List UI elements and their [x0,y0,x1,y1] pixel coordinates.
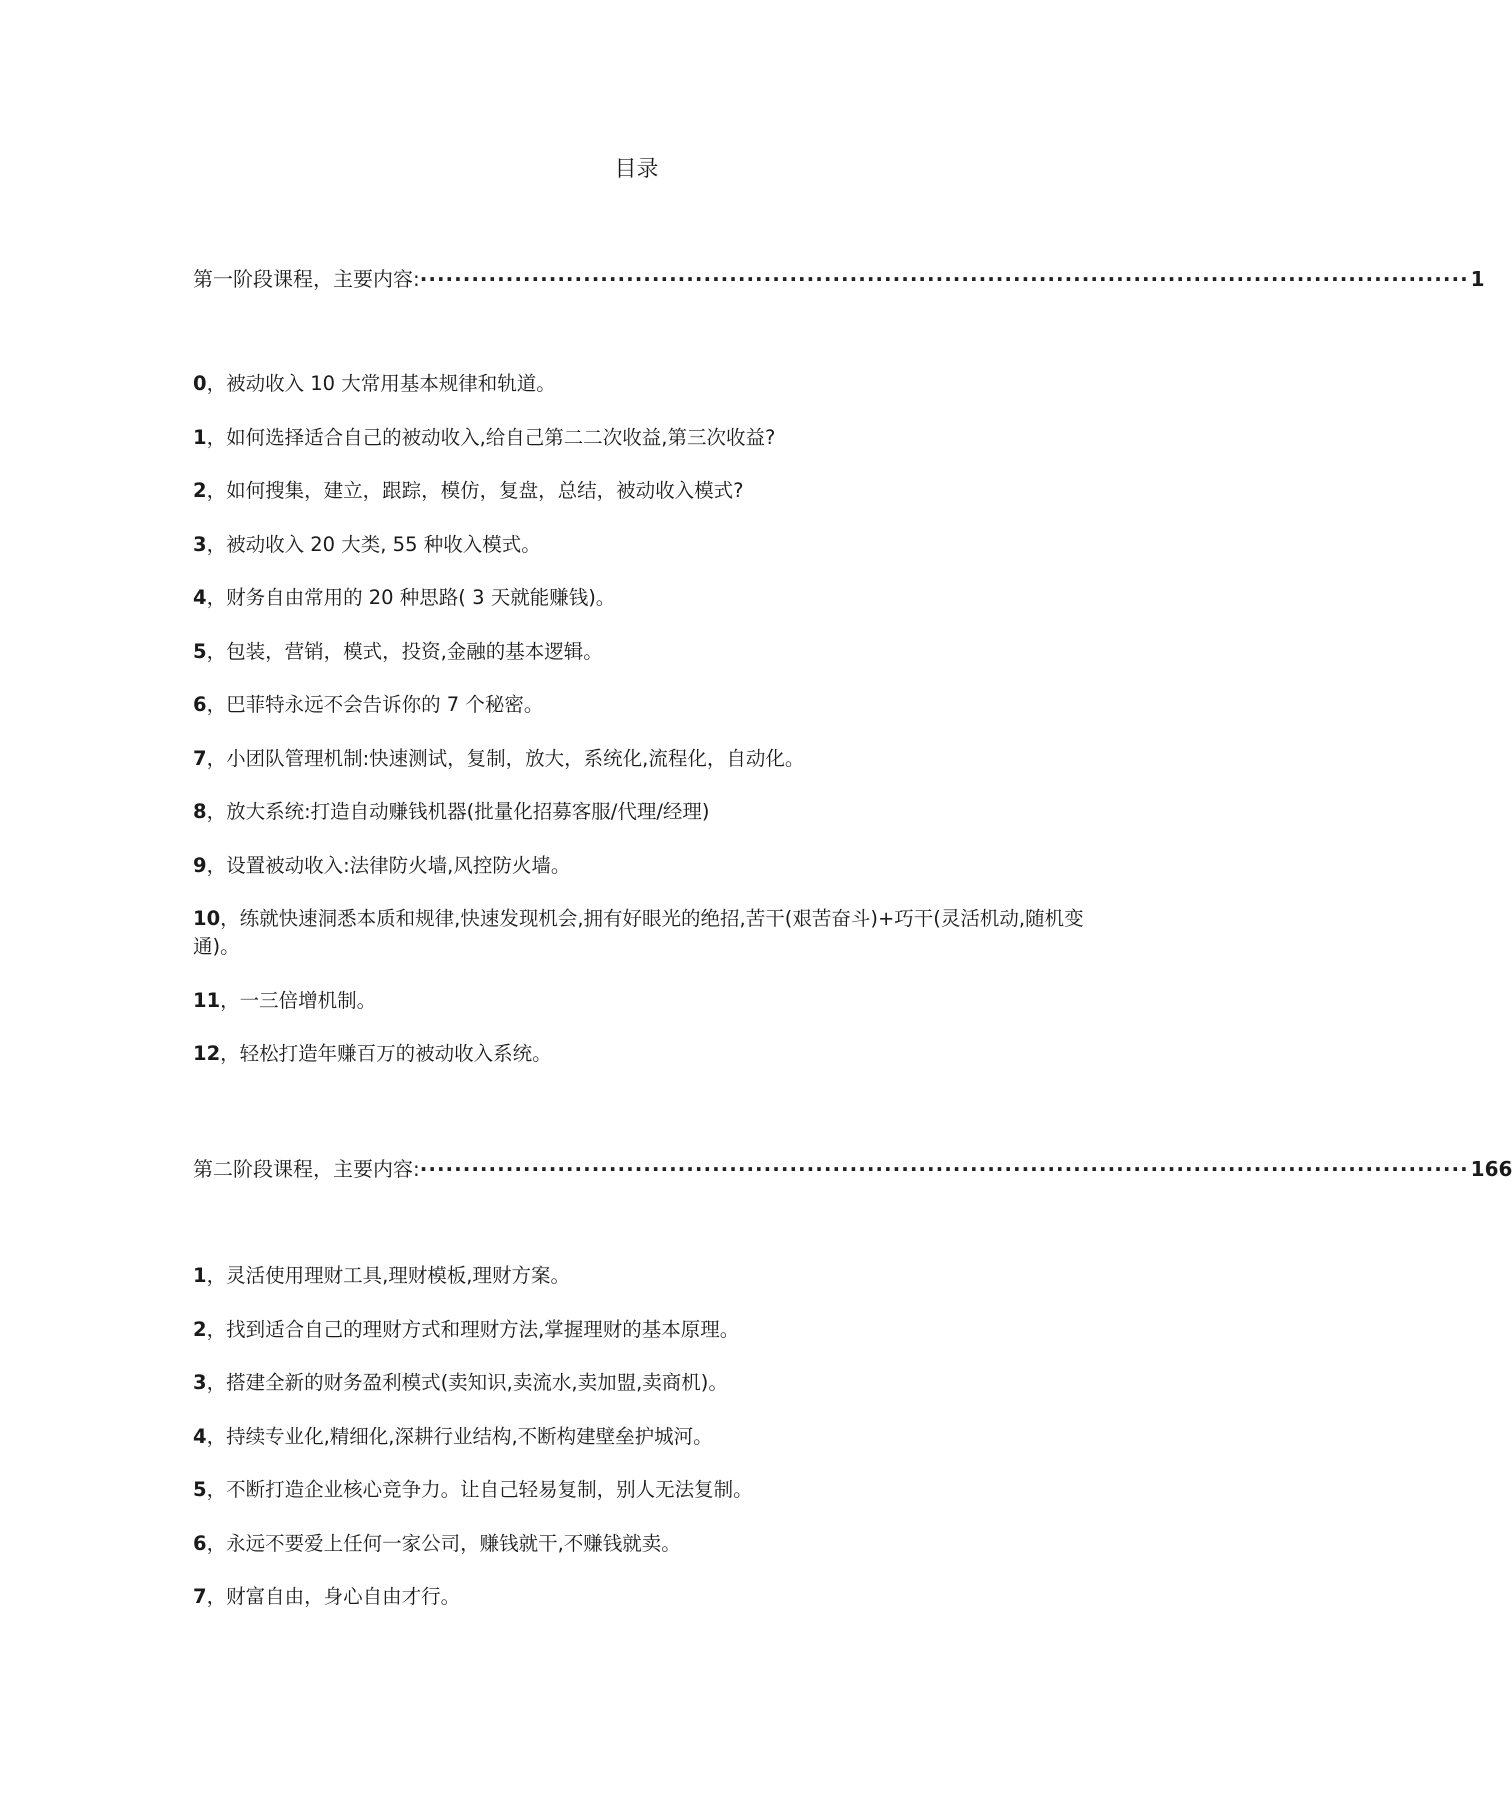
list-item: 8，放大系统:打造自动赚钱机器(批量化招募客服/代理/经理) [193,800,710,823]
list-item: 7，小团队管理机制:快速测试，复制，放大，系统化,流程化，自动化。 [193,746,805,770]
section-page-number: 166 [1470,1157,1512,1181]
list-item: 1，如何选择适合自己的被动收入,给自己第二二次收益,第三次收益? [193,425,776,449]
section-2-item-list [193,1262,1093,1637]
section-heading-2 [193,1155,1512,1183]
section-1-item-list [193,370,1093,1094]
section-heading-text: 第一阶段课程，主要内容: [193,267,420,291]
list-item: 12，轻松打造年赚百万的被动收入系统。 [193,1042,552,1065]
section-heading-text: 第二阶段课程，主要内容: [193,1157,420,1181]
list-item: 1，灵活使用理财工具,理财模板,理财方案。 [193,1264,570,1287]
dot-leader: ·························································································································· [419,1157,1469,1181]
list-item: 5，包装，营销，模式，投资,金融的基本逻辑。 [193,639,603,663]
list-item: 6，永远不要爱上任何一家公司，赚钱就干,不赚钱就卖。 [193,1531,681,1555]
dot-leader: ·························································································································· [419,267,1469,291]
list-item: 6，巴菲特永远不会告诉你的 7 个秘密。 [193,693,544,716]
list-item: 2，如何搜集，建立，跟踪，模仿，复盘，总结，被动收入模式? [193,479,744,502]
list-item: 5，不断打造企业核心竞争力。让自己轻易复制，别人无法复制。 [193,1478,753,1501]
section-heading-1 [193,265,1485,293]
list-item: 0，被动收入 10 大常用基本规律和轨道。 [193,372,556,395]
list-item: 10，练就快速洞悉本质和规律,快速发现机会,拥有好眼光的绝招,苦干(艰苦奋斗)+巧干(灵活机动,随机变通)。 [193,907,1084,958]
list-item: 3，被动收入 20 大类, 55 种收入模式。 [193,532,541,556]
list-item: 4，持续专业化,精细化,深耕行业结构,不断构建壁垒护城河。 [193,1424,713,1448]
list-item: 7，财富自由，身心自由才行。 [193,1585,461,1608]
toc-title: 目录 [614,157,659,182]
list-item: 4，财务自由常用的 20 种思路( 3 天就能赚钱)。 [193,586,616,609]
list-item: 3，搭建全新的财务盈利模式(卖知识,卖流水,卖加盟,卖商机)。 [193,1371,728,1394]
list-item: 2，找到适合自己的理财方式和理财方法,掌握理财的基本原理。 [193,1317,740,1341]
list-item: 9，设置被动收入:法律防火墙,风控防火墙。 [193,853,571,877]
section-page-number: 1 [1470,267,1485,291]
list-item: 11，一三倍增机制。 [193,988,377,1012]
